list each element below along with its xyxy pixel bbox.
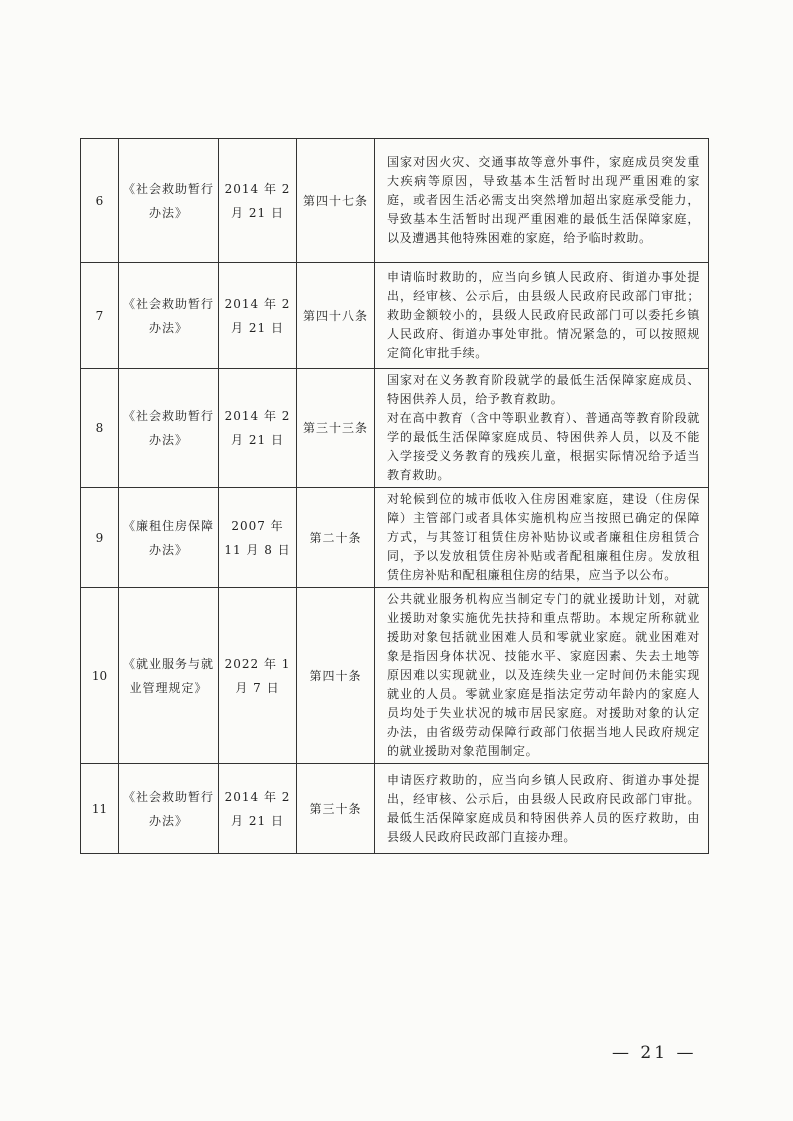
article-number: 第三十三条: [297, 369, 375, 488]
issue-date: 2007 年 11 月 8 日: [219, 488, 297, 588]
issue-date: 2014 年 2 月 21 日: [219, 139, 297, 263]
row-number: 6: [81, 139, 119, 263]
table-row: [81, 263, 709, 369]
issue-date: 2014 年 2 月 21 日: [219, 263, 297, 369]
table-row: [81, 588, 709, 764]
law-name: 《就业服务与就业管理规定》: [119, 588, 219, 764]
article-text: 国家对在义务教育阶段就学的最低生活保障家庭成员、特困供养人员，给予教育救助。 对在高中教育（含中等职业教育）、普通高等教育阶段就学的最低生活保障家庭成员、特困供养人员，以及不能入学接受义务教育的残疾儿童，根据实际情况给予适当教育救助。: [375, 369, 709, 488]
page-number: — 21 —: [612, 1043, 697, 1063]
row-number: 10: [81, 588, 119, 764]
article-text: 公共就业服务机构应当制定专门的就业援助计划，对就业援助对象实施优先扶持和重点帮助。本规定所称就业援助对象包括就业困难人员和零就业家庭。就业困难对象是指因身体状况、技能水平、家庭因素、失去土地等原因难以实现就业，以及连续失业一定时间仍未能实现就业的人员。零就业家庭是指法定劳动年龄内的家庭人员均处于失业状况的城市居民家庭。对援助对象的认定办法，由省级劳动保障行政部门依据当地人民政府规定的就业援助对象范围制定。: [375, 588, 709, 764]
article-text: 申请医疗救助的，应当向乡镇人民政府、街道办事处提出，经审核、公示后，由县级人民政府民政部门审批。最低生活保障家庭成员和特困供养人员的医疗救助，由县级人民政府民政部门直接办理。: [375, 764, 709, 854]
row-number: 8: [81, 369, 119, 488]
issue-date: 2014 年 2 月 21 日: [219, 369, 297, 488]
law-name: 《社会救助暂行办法》: [119, 139, 219, 263]
article-number: 第二十条: [297, 488, 375, 588]
article-text: 申请临时救助的，应当向乡镇人民政府、街道办事处提出，经审核、公示后，由县级人民政府民政部门审批；救助金额较小的，县级人民政府民政部门可以委托乡镇人民政府、街道办事处审批。情况紧急的，可以按照规定简化审批手续。: [375, 263, 709, 369]
article-number: 第四十七条: [297, 139, 375, 263]
law-name: 《廉租住房保障办法》: [119, 488, 219, 588]
article-text: 对轮候到位的城市低收入住房困难家庭，建设（住房保障）主管部门或者具体实施机构应当按照已确定的保障方式，与其签订租赁住房补贴协议或者廉租住房租赁合同，予以发放租赁住房补贴或者配租廉租住房。发放租赁住房补贴和配租廉租住房的结果，应当予以公布。: [375, 488, 709, 588]
row-number: 9: [81, 488, 119, 588]
law-name: 《社会救助暂行办法》: [119, 764, 219, 854]
law-name: 《社会救助暂行办法》: [119, 263, 219, 369]
table-row: [81, 139, 709, 263]
article-number: 第三十条: [297, 764, 375, 854]
law-name: 《社会救助暂行办法》: [119, 369, 219, 488]
table-row: [81, 488, 709, 588]
article-text: 国家对因火灾、交通事故等意外事件，家庭成员突发重大疾病等原因，导致基本生活暂时出现严重困难的家庭，或者因生活必需支出突然增加超出家庭承受能力，导致基本生活暂时出现严重困难的最低生活保障家庭，以及遭遇其他特殊困难的家庭，给予临时救助。: [375, 139, 709, 263]
row-number: 7: [81, 263, 119, 369]
article-number: 第四十八条: [297, 263, 375, 369]
issue-date: 2014 年 2 月 21 日: [219, 764, 297, 854]
table-row: [81, 764, 709, 854]
regulation-table: [80, 138, 709, 854]
row-number: 11: [81, 764, 119, 854]
article-number: 第四十条: [297, 588, 375, 764]
table-row: [81, 369, 709, 488]
issue-date: 2022 年 1 月 7 日: [219, 588, 297, 764]
